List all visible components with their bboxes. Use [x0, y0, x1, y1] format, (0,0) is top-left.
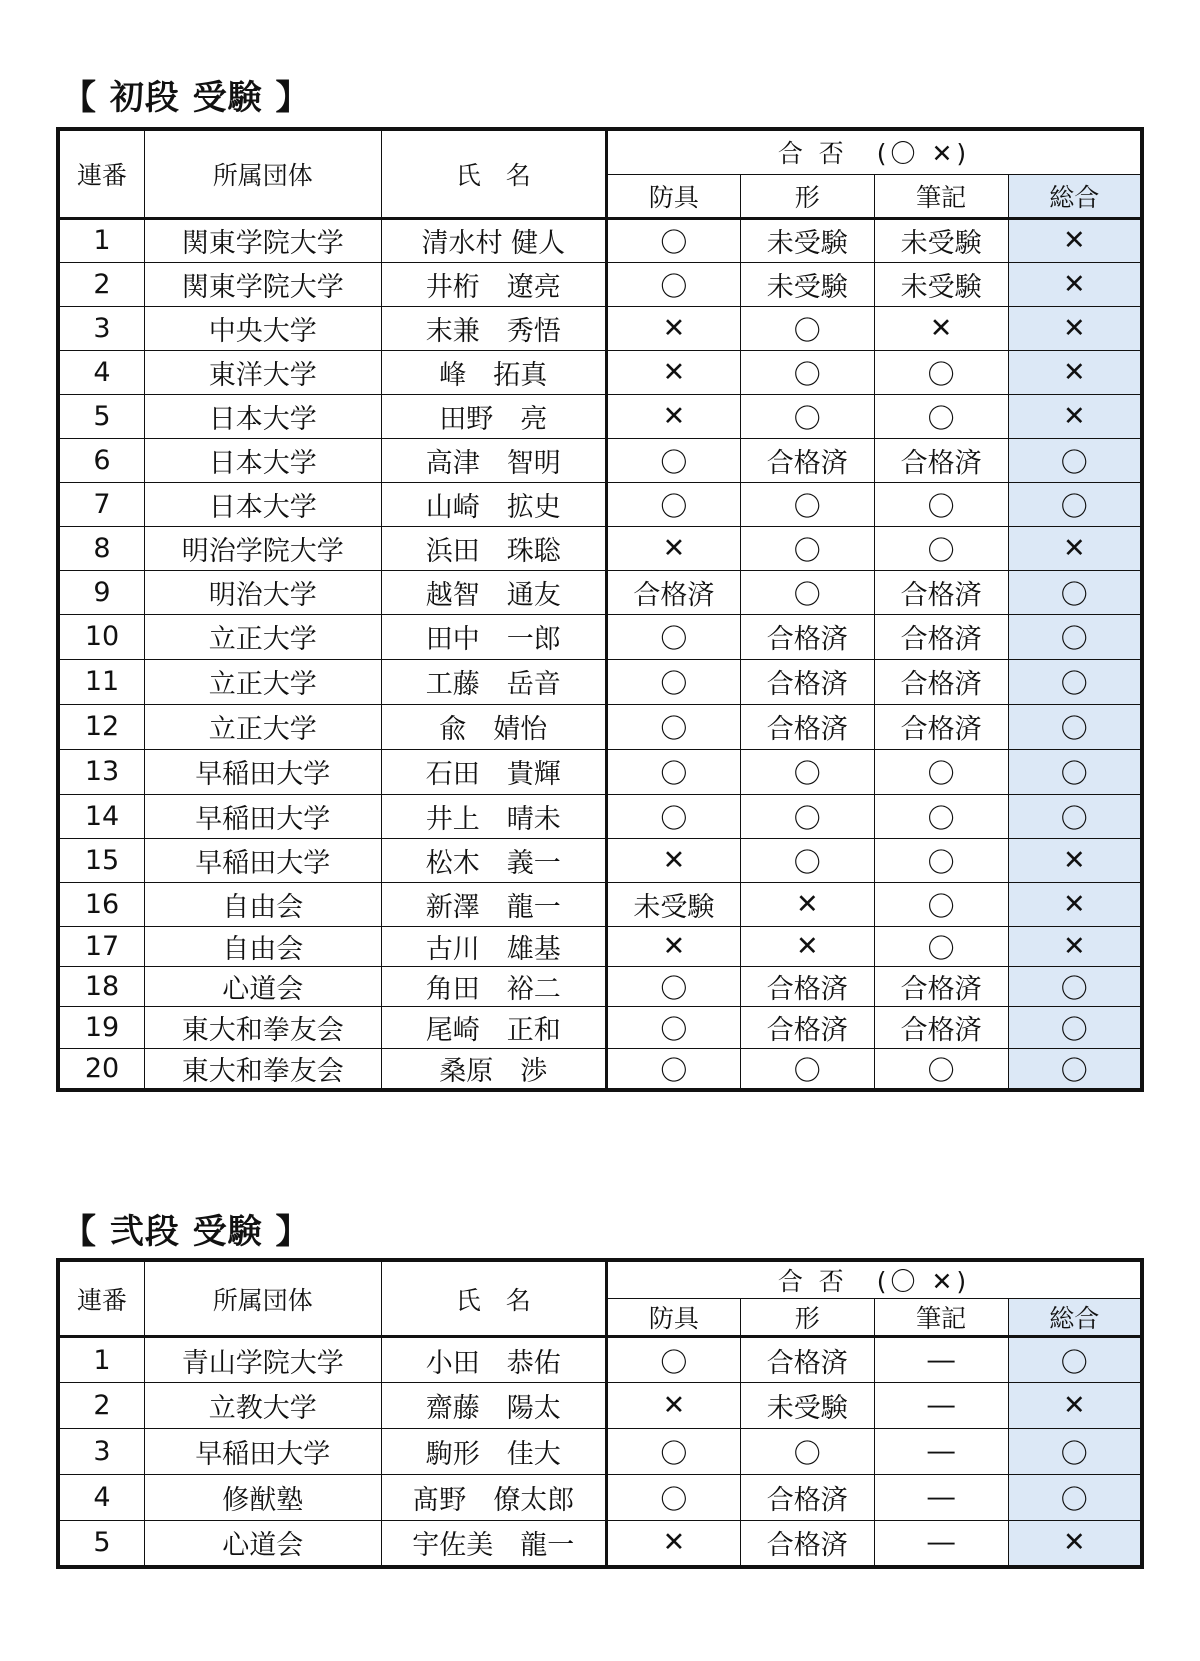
row-bougu: 〇: [607, 1429, 741, 1475]
row-bougu: ✕: [607, 1383, 741, 1429]
row-org: 明治学院大学: [145, 526, 382, 570]
table-row: [58, 218, 1142, 262]
row-total: 〇: [1008, 1337, 1142, 1383]
row-total: ✕: [1008, 394, 1142, 438]
row-name: 清水村 健人: [381, 218, 606, 262]
row-org: 早稲田大学: [145, 1429, 382, 1475]
row-total: ✕: [1008, 262, 1142, 306]
row-total: ✕: [1008, 926, 1142, 966]
row-hikki: 合格済: [874, 1006, 1008, 1048]
row-bougu: 〇: [607, 794, 741, 838]
row-no: 1: [58, 218, 145, 262]
row-total: 〇: [1008, 1048, 1142, 1090]
header-total: 総合: [1008, 1299, 1142, 1337]
row-org: 心道会: [145, 1521, 382, 1567]
nidan-rows: [58, 1337, 1142, 1567]
table-row: [58, 749, 1142, 794]
row-bougu: ✕: [607, 394, 741, 438]
header-hikki: 筆記: [874, 174, 1008, 218]
row-name: 浜田 珠聡: [381, 526, 606, 570]
row-kata: 未受験: [740, 218, 874, 262]
row-name: 井上 晴未: [381, 794, 606, 838]
row-bougu: ✕: [607, 350, 741, 394]
header-hikki: 筆記: [874, 1299, 1008, 1337]
row-org: 心道会: [145, 966, 382, 1006]
row-name: 井桁 遼亮: [381, 262, 606, 306]
row-bougu: ✕: [607, 926, 741, 966]
row-total: ✕: [1008, 882, 1142, 926]
row-name: 峰 拓真: [381, 350, 606, 394]
row-no: 2: [58, 262, 145, 306]
row-no: 4: [58, 1475, 145, 1521]
row-kata: 合格済: [740, 659, 874, 704]
row-hikki: 合格済: [874, 704, 1008, 749]
row-org: 東大和拳友会: [145, 1006, 382, 1048]
row-kata: ✕: [740, 926, 874, 966]
table-row: [58, 1383, 1142, 1429]
row-hikki: 未受験: [874, 218, 1008, 262]
row-hikki: ―: [874, 1475, 1008, 1521]
row-org: 早稲田大学: [145, 838, 382, 882]
row-hikki: ―: [874, 1521, 1008, 1567]
row-kata: 〇: [740, 350, 874, 394]
row-org: 日本大学: [145, 482, 382, 526]
header-kata: 形: [740, 174, 874, 218]
row-org: 関東学院大学: [145, 262, 382, 306]
row-name: 田野 亮: [381, 394, 606, 438]
row-hikki: 〇: [874, 838, 1008, 882]
row-total: 〇: [1008, 1006, 1142, 1048]
table-row: [58, 394, 1142, 438]
row-org: 早稲田大学: [145, 749, 382, 794]
row-kata: 〇: [740, 570, 874, 614]
row-name: 桑原 渉: [381, 1048, 606, 1090]
shodan-section-title: 【 初段 受験 】: [62, 78, 311, 118]
row-kata: 未受験: [740, 1383, 874, 1429]
row-name: 松木 義一: [381, 838, 606, 882]
row-bougu: 〇: [607, 659, 741, 704]
row-total: 〇: [1008, 1429, 1142, 1475]
table-row: [58, 306, 1142, 350]
row-bougu: ✕: [607, 526, 741, 570]
table-row: [58, 838, 1142, 882]
row-kata: 〇: [740, 1429, 874, 1475]
row-total: ✕: [1008, 1383, 1142, 1429]
table-row: [58, 704, 1142, 749]
row-total: 〇: [1008, 794, 1142, 838]
row-hikki: 〇: [874, 350, 1008, 394]
row-kata: 〇: [740, 838, 874, 882]
shodan-rows: [58, 218, 1142, 1090]
row-hikki: 〇: [874, 749, 1008, 794]
table-row: [58, 882, 1142, 926]
row-bougu: 〇: [607, 262, 741, 306]
row-name: 石田 貴輝: [381, 749, 606, 794]
row-org: 関東学院大学: [145, 218, 382, 262]
row-no: 12: [58, 704, 145, 749]
row-kata: 〇: [740, 394, 874, 438]
row-org: 立正大学: [145, 704, 382, 749]
row-kata: 〇: [740, 794, 874, 838]
table-row: [58, 1475, 1142, 1521]
row-bougu: 〇: [607, 1048, 741, 1090]
row-hikki: 合格済: [874, 438, 1008, 482]
row-bougu: 〇: [607, 966, 741, 1006]
row-no: 6: [58, 438, 145, 482]
table-row: [58, 262, 1142, 306]
row-total: 〇: [1008, 482, 1142, 526]
row-hikki: 〇: [874, 482, 1008, 526]
table-row: [58, 794, 1142, 838]
row-kata: 〇: [740, 749, 874, 794]
row-no: 5: [58, 394, 145, 438]
row-kata: 合格済: [740, 438, 874, 482]
row-name: 小田 恭佑: [381, 1337, 606, 1383]
row-hikki: 合格済: [874, 614, 1008, 659]
row-kata: 未受験: [740, 262, 874, 306]
table-row: [58, 659, 1142, 704]
row-total: 〇: [1008, 966, 1142, 1006]
row-bougu: ✕: [607, 838, 741, 882]
row-bougu: 〇: [607, 704, 741, 749]
row-name: 尾崎 正和: [381, 1006, 606, 1048]
row-kata: ✕: [740, 882, 874, 926]
row-no: 14: [58, 794, 145, 838]
row-org: 中央大学: [145, 306, 382, 350]
row-total: 〇: [1008, 570, 1142, 614]
header-org: 所属団体: [145, 1260, 382, 1337]
row-kata: 合格済: [740, 966, 874, 1006]
table-row: [58, 570, 1142, 614]
row-no: 16: [58, 882, 145, 926]
row-no: 4: [58, 350, 145, 394]
row-total: ✕: [1008, 306, 1142, 350]
row-no: 13: [58, 749, 145, 794]
row-total: ✕: [1008, 838, 1142, 882]
row-kata: 〇: [740, 482, 874, 526]
table-row: [58, 1337, 1142, 1383]
row-name: 新澤 龍一: [381, 882, 606, 926]
row-total: 〇: [1008, 614, 1142, 659]
row-org: 早稲田大学: [145, 794, 382, 838]
table-row: [58, 614, 1142, 659]
row-bougu: 〇: [607, 482, 741, 526]
row-hikki: ―: [874, 1383, 1008, 1429]
row-bougu: 〇: [607, 1337, 741, 1383]
row-no: 5: [58, 1521, 145, 1567]
row-hikki: ✕: [874, 306, 1008, 350]
row-total: ✕: [1008, 526, 1142, 570]
table-row: [58, 926, 1142, 966]
header-total: 総合: [1008, 174, 1142, 218]
table-row: [58, 1048, 1142, 1090]
row-bougu: 〇: [607, 614, 741, 659]
row-hikki: 合格済: [874, 966, 1008, 1006]
header-no: 連番: [58, 129, 145, 218]
row-hikki: 〇: [874, 394, 1008, 438]
row-name: 角田 裕二: [381, 966, 606, 1006]
table-row: [58, 350, 1142, 394]
row-bougu: 〇: [607, 218, 741, 262]
row-bougu: 〇: [607, 438, 741, 482]
row-org: 日本大学: [145, 438, 382, 482]
row-total: ✕: [1008, 1521, 1142, 1567]
row-org: 日本大学: [145, 394, 382, 438]
row-kata: 〇: [740, 306, 874, 350]
row-hikki: 〇: [874, 1048, 1008, 1090]
row-name: 工藤 岳音: [381, 659, 606, 704]
row-name: 田中 一郎: [381, 614, 606, 659]
row-total: 〇: [1008, 438, 1142, 482]
header-org: 所属団体: [145, 129, 382, 218]
table-row: [58, 438, 1142, 482]
row-kata: 合格済: [740, 1337, 874, 1383]
row-no: 3: [58, 306, 145, 350]
row-no: 20: [58, 1048, 145, 1090]
nidan-section-title: 【 弐段 受験 】: [62, 1212, 311, 1252]
table-row: [58, 1521, 1142, 1567]
row-hikki: 〇: [874, 794, 1008, 838]
row-total: 〇: [1008, 704, 1142, 749]
shodan-results-table: [56, 127, 1144, 1092]
row-no: 9: [58, 570, 145, 614]
table-row: [58, 966, 1142, 1006]
row-kata: 合格済: [740, 1521, 874, 1567]
row-name: 山崎 拡史: [381, 482, 606, 526]
row-hikki: ―: [874, 1337, 1008, 1383]
row-name: 齋藤 陽太: [381, 1383, 606, 1429]
header-result-group: 合 否 (〇 ✕): [607, 1260, 1143, 1299]
nidan-results-table: [56, 1258, 1144, 1569]
row-total: 〇: [1008, 1475, 1142, 1521]
row-bougu: ✕: [607, 306, 741, 350]
row-name: 髙野 僚太郎: [381, 1475, 606, 1521]
row-org: 立教大学: [145, 1383, 382, 1429]
row-hikki: 合格済: [874, 659, 1008, 704]
row-bougu: 合格済: [607, 570, 741, 614]
row-bougu: ✕: [607, 1521, 741, 1567]
row-bougu: 〇: [607, 1006, 741, 1048]
header-bougu: 防具: [607, 174, 741, 218]
row-hikki: 〇: [874, 526, 1008, 570]
header-bougu: 防具: [607, 1299, 741, 1337]
row-no: 1: [58, 1337, 145, 1383]
row-org: 修猷塾: [145, 1475, 382, 1521]
row-org: 東洋大学: [145, 350, 382, 394]
row-no: 18: [58, 966, 145, 1006]
row-hikki: 合格済: [874, 570, 1008, 614]
row-total: 〇: [1008, 749, 1142, 794]
row-no: 17: [58, 926, 145, 966]
row-hikki: 未受験: [874, 262, 1008, 306]
row-name: 駒形 佳大: [381, 1429, 606, 1475]
row-name: 越智 通友: [381, 570, 606, 614]
header-result-group: 合 否 (〇 ✕): [607, 129, 1143, 174]
row-no: 3: [58, 1429, 145, 1475]
row-no: 2: [58, 1383, 145, 1429]
row-org: 立正大学: [145, 659, 382, 704]
row-bougu: 〇: [607, 1475, 741, 1521]
row-total: 〇: [1008, 659, 1142, 704]
row-hikki: ―: [874, 1429, 1008, 1475]
row-total: ✕: [1008, 218, 1142, 262]
row-org: 東大和拳友会: [145, 1048, 382, 1090]
row-kata: 合格済: [740, 704, 874, 749]
header-name: 氏 名: [381, 129, 606, 218]
row-kata: 合格済: [740, 1006, 874, 1048]
row-kata: 合格済: [740, 1475, 874, 1521]
header-no: 連番: [58, 1260, 145, 1337]
table-row: [58, 1006, 1142, 1048]
row-org: 自由会: [145, 882, 382, 926]
row-org: 立正大学: [145, 614, 382, 659]
row-name: 末兼 秀悟: [381, 306, 606, 350]
table-row: [58, 526, 1142, 570]
header-kata: 形: [740, 1299, 874, 1337]
row-no: 19: [58, 1006, 145, 1048]
row-no: 11: [58, 659, 145, 704]
row-no: 7: [58, 482, 145, 526]
row-no: 8: [58, 526, 145, 570]
row-kata: 〇: [740, 526, 874, 570]
row-total: ✕: [1008, 350, 1142, 394]
table-row: [58, 482, 1142, 526]
row-name: 宇佐美 龍一: [381, 1521, 606, 1567]
row-org: 青山学院大学: [145, 1337, 382, 1383]
row-name: 高津 智明: [381, 438, 606, 482]
row-bougu: 未受験: [607, 882, 741, 926]
row-bougu: 〇: [607, 749, 741, 794]
row-org: 自由会: [145, 926, 382, 966]
row-no: 10: [58, 614, 145, 659]
row-hikki: 〇: [874, 926, 1008, 966]
row-kata: 合格済: [740, 614, 874, 659]
row-kata: 〇: [740, 1048, 874, 1090]
row-org: 明治大学: [145, 570, 382, 614]
row-name: 兪 婧怡: [381, 704, 606, 749]
row-hikki: 〇: [874, 882, 1008, 926]
table-row: [58, 1429, 1142, 1475]
row-no: 15: [58, 838, 145, 882]
header-name: 氏 名: [381, 1260, 606, 1337]
row-name: 古川 雄基: [381, 926, 606, 966]
